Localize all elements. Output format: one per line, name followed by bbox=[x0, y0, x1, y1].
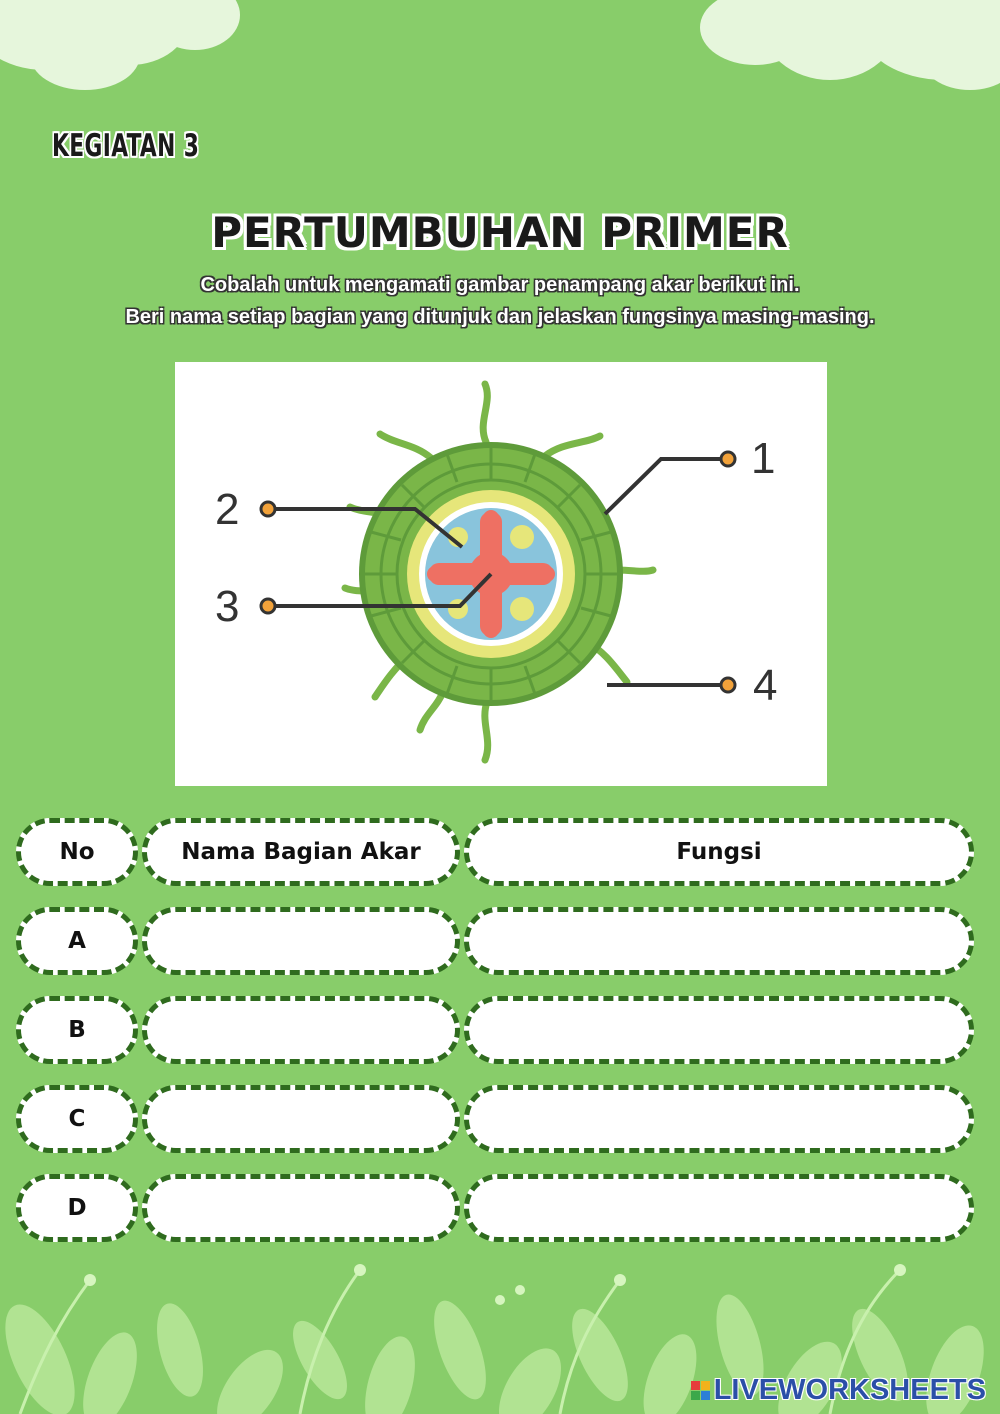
activity-label: KEGIATAN 3 bbox=[52, 128, 200, 164]
page-title: PERTUMBUHAN PRIMER bbox=[211, 208, 789, 257]
answer-nama-a[interactable] bbox=[142, 907, 460, 975]
answer-nama-d[interactable] bbox=[142, 1174, 460, 1242]
row-label-b: B bbox=[16, 996, 138, 1064]
answer-fungsi-d[interactable] bbox=[464, 1174, 974, 1242]
header-fungsi: Fungsi bbox=[464, 818, 974, 886]
instruction-line-2: Beri nama setiap bagian yang ditunjuk dan jelaskan fungsinya masing-masing. bbox=[125, 306, 875, 328]
answer-fungsi-c[interactable] bbox=[464, 1085, 974, 1153]
root-cross-section-image bbox=[175, 362, 827, 786]
row-label-d: D bbox=[16, 1174, 138, 1242]
label-2: 2 bbox=[215, 485, 240, 534]
instruction-line-1: Cobalah untuk mengamati gambar penampang akar berikut ini. bbox=[200, 274, 800, 296]
answer-nama-c[interactable] bbox=[142, 1085, 460, 1153]
label-1: 1 bbox=[751, 434, 776, 483]
answer-fungsi-b[interactable] bbox=[464, 996, 974, 1064]
answer-nama-b[interactable] bbox=[142, 996, 460, 1064]
row-label-c: C bbox=[16, 1085, 138, 1153]
header-no: No bbox=[16, 818, 138, 886]
header-nama-bagian: Nama Bagian Akar bbox=[142, 818, 460, 886]
label-4: 4 bbox=[753, 661, 778, 710]
brand-text: LIVEWORKSHEETS bbox=[713, 1374, 986, 1406]
liveworksheets-logo-icon bbox=[691, 1381, 710, 1400]
label-3: 3 bbox=[215, 582, 240, 631]
row-label-a: A bbox=[16, 907, 138, 975]
root-cross-section-diagram bbox=[175, 362, 827, 786]
answer-fungsi-a[interactable] bbox=[464, 907, 974, 975]
liveworksheets-brand bbox=[691, 1374, 986, 1407]
